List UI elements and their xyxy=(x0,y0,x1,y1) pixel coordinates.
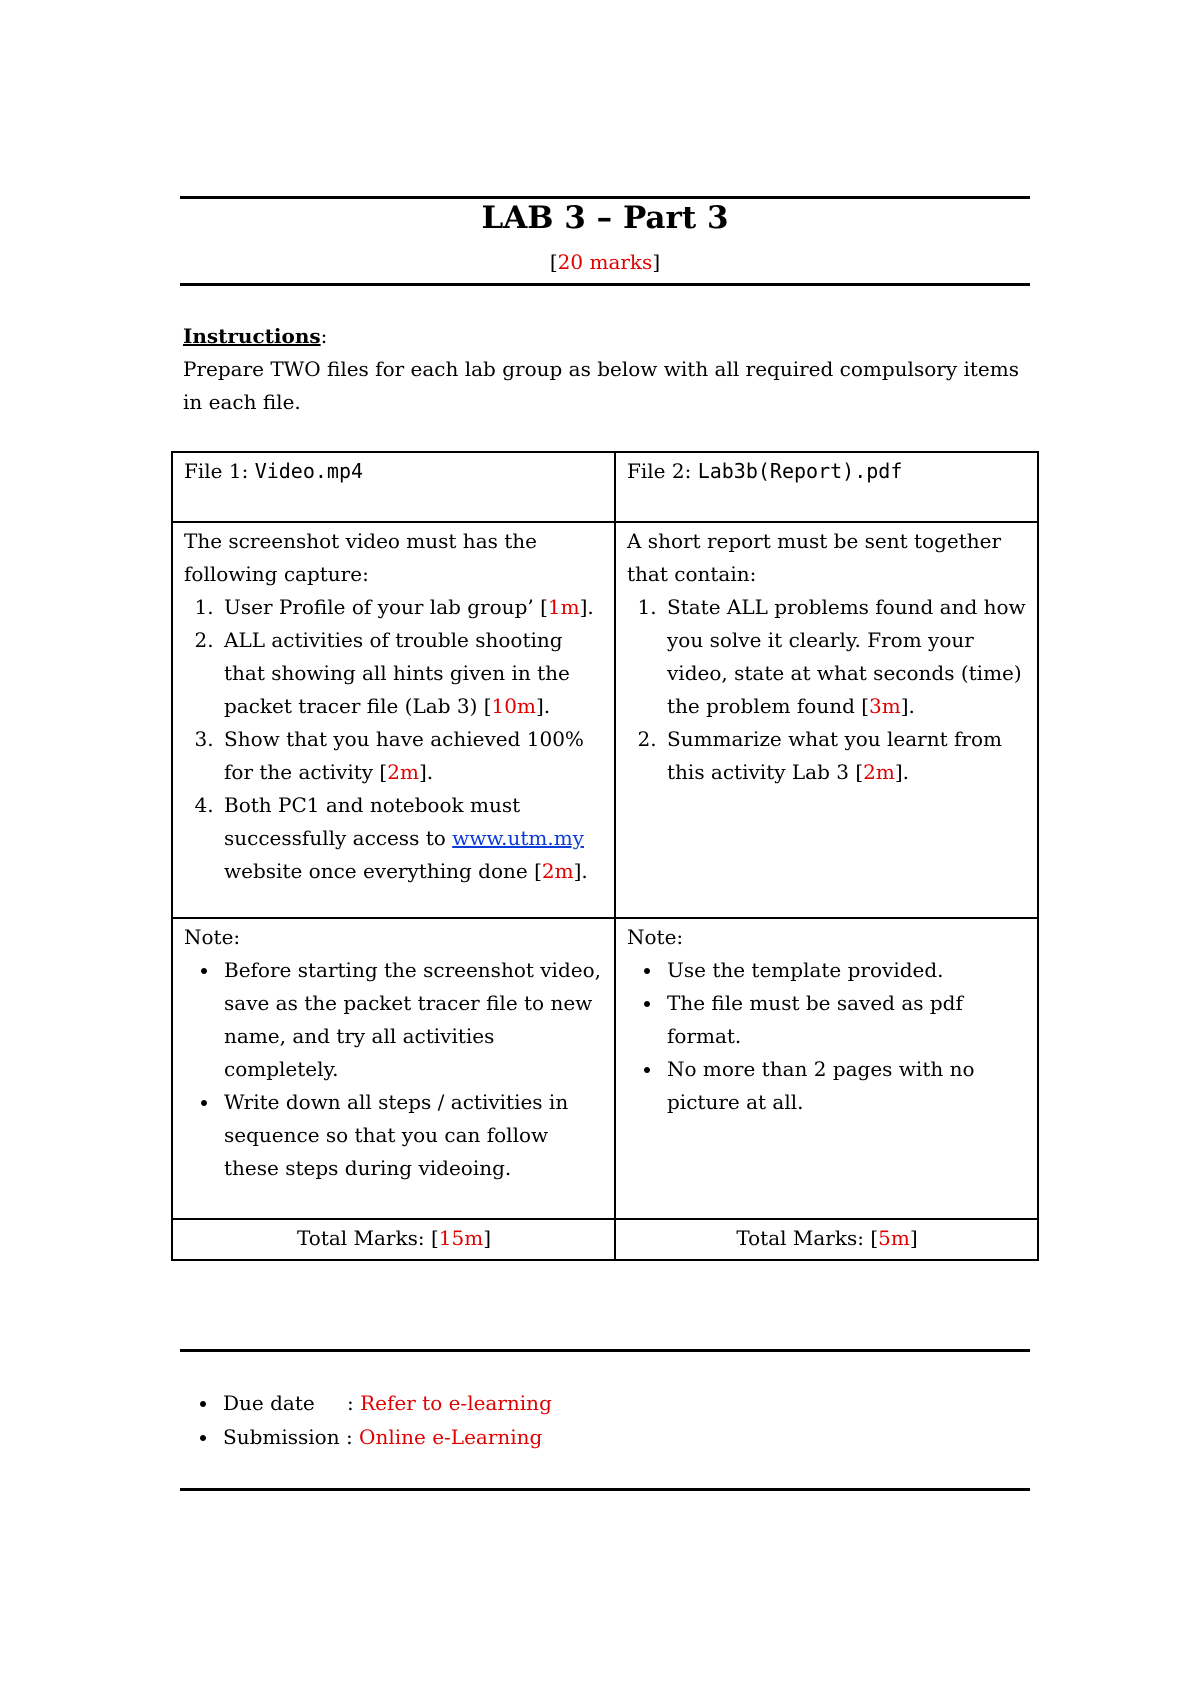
file2-intro: A short report must be sent together that contain: xyxy=(627,529,1002,586)
total-marks-row xyxy=(172,1219,1038,1260)
list-item: 2. Summarize what you learnt from this activity Lab 3 [2m]. xyxy=(663,723,1027,789)
list-item: 1. User Profile of your lab group’ [1m]. xyxy=(220,591,604,624)
file1-header: File 1: Video.mp4 xyxy=(172,452,615,522)
instructions-text: Prepare TWO files for each lab group as below with all required compulsory items in each file. xyxy=(183,357,1019,414)
footer-bottom-rule xyxy=(180,1488,1030,1491)
utm-website-link[interactable]: www.utm.my xyxy=(452,826,584,850)
list-item: • The file must be saved as pdf format. xyxy=(663,987,1027,1053)
list-item: • Write down all steps / activities in sequence so that you can follow these steps during videoing. xyxy=(220,1086,604,1185)
files-table xyxy=(171,451,1039,1261)
file1-items xyxy=(184,591,604,888)
file2-notes xyxy=(615,918,1038,1219)
list-item: • Use the template provided. xyxy=(663,954,1027,987)
file1-note-label: Note: xyxy=(184,925,241,949)
list-item: • No more than 2 pages with no picture at all. xyxy=(663,1053,1027,1119)
requirements-row xyxy=(172,522,1038,918)
file2-items xyxy=(627,591,1027,789)
instructions-section: Instructions: Prepare TWO files for each lab group as below with all required compulsory items in each file. xyxy=(183,320,1043,419)
file2-note-label: Note: xyxy=(627,925,684,949)
list-item: 2. ALL activities of trouble shooting that showing all hints given in the packet tracer file (Lab 3) [10m]. xyxy=(220,624,604,723)
file2-header: File 2: Lab3b(Report).pdf xyxy=(615,452,1038,522)
notes-row xyxy=(172,918,1038,1219)
file1-filename: Video.mp4 xyxy=(254,459,364,483)
list-item: • Before starting the screenshot video, save as the packet tracer file to new name, and try all activities completely. xyxy=(220,954,604,1086)
submission-info xyxy=(183,1386,1059,1454)
file-header-row xyxy=(172,452,1038,522)
header-bottom-rule xyxy=(180,283,1030,286)
top-rule xyxy=(180,196,1030,199)
file1-intro: The screenshot video must has the following capture: xyxy=(184,529,537,586)
file2-filename: Lab3b(Report).pdf xyxy=(697,459,903,483)
due-date-value: Refer to e-learning xyxy=(360,1391,552,1415)
submission-value: Online e-Learning xyxy=(359,1425,543,1449)
file2-requirements xyxy=(615,522,1038,918)
total-marks-value: 20 marks xyxy=(557,250,653,274)
submission-item: • Submission : Online e-Learning xyxy=(219,1420,1059,1454)
total-marks-subtitle: [20 marks] xyxy=(549,250,661,274)
file1-requirements xyxy=(172,522,615,918)
page-title: LAB 3 – Part 3 xyxy=(481,200,729,236)
list-item: 1. State ALL problems found and how you solve it clearly. From your video, state at what seconds (time) the problem found [3m]. xyxy=(663,591,1027,723)
due-date-item: • Due date : Refer to e-learning xyxy=(219,1386,1059,1420)
list-item: 3. Show that you have achieved 100% for the activity [2m]. xyxy=(220,723,604,789)
instructions-label: Instructions xyxy=(183,324,321,348)
file2-total: Total Marks: [5m] xyxy=(615,1219,1038,1260)
file1-total: Total Marks: [15m] xyxy=(172,1219,615,1260)
file1-notes xyxy=(172,918,615,1219)
footer-top-rule xyxy=(180,1349,1030,1352)
list-item: 4. Both PC1 and notebook must successfully access to www.utm.my website once everything done [2m]. xyxy=(220,789,604,888)
